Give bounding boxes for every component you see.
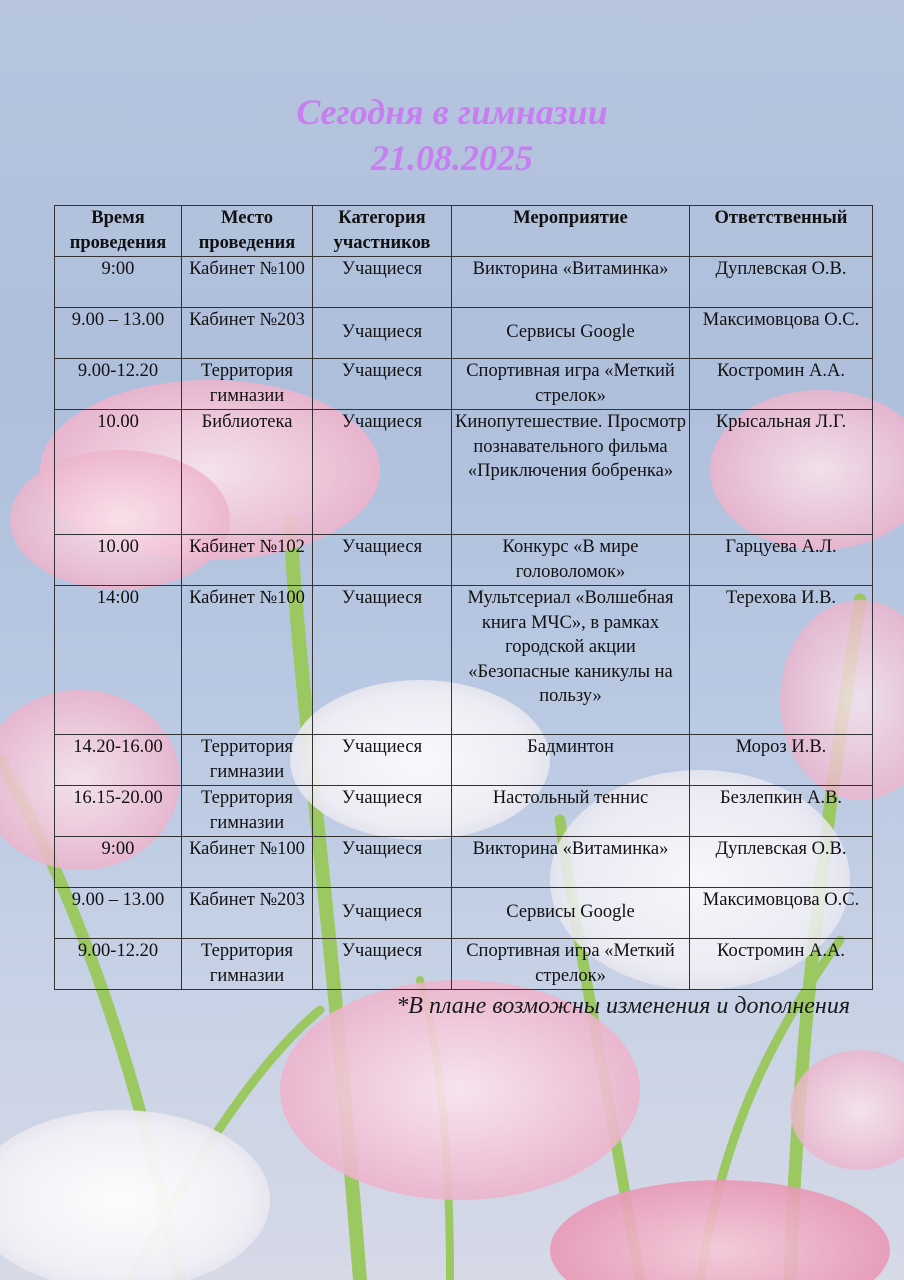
cell-category: Учащиеся [313,308,452,359]
cell-category: Учащиеся [313,359,452,410]
cell-event: Мультсериал «Волшебная книга МЧС», в рамках городской акции «Безопасные каникулы на пользу» [452,586,690,735]
cell-responsible: Безлепкин А.В. [690,786,873,837]
cell-place: Кабинет №100 [182,837,313,888]
column-header-category: Категория участников [313,206,452,257]
cell-time: 9.00-12.20 [55,359,182,410]
cell-category: Учащиеся [313,888,452,939]
table-row [55,359,873,410]
cell-category: Учащиеся [313,786,452,837]
cell-event: Викторина «Витаминка» [452,837,690,888]
cell-event: Сервисы Google [452,888,690,939]
cell-time: 16.15-20.00 [55,786,182,837]
table-row [55,586,873,735]
page-title: Сегодня в гимназии [296,92,608,132]
cell-event: Настольный теннис [452,786,690,837]
cell-time: 14.20-16.00 [55,735,182,786]
cell-responsible: Терехова И.В. [690,586,873,735]
cell-category: Учащиеся [313,735,452,786]
cell-place: Кабинет №102 [182,535,313,586]
cell-place: Библиотека [182,410,313,535]
cell-responsible: Максимовцова О.С. [690,888,873,939]
table-row [55,735,873,786]
table-row [55,308,873,359]
cell-time: 9.00 – 13.00 [55,308,182,359]
cell-place: Кабинет №203 [182,308,313,359]
cell-responsible: Дуплевская О.В. [690,257,873,308]
cell-category: Учащиеся [313,410,452,535]
column-header-place: Место проведения [182,206,313,257]
cell-time: 14:00 [55,586,182,735]
table-header-row [55,206,873,257]
footnote-changes: *В плане возможны изменения и дополнения [396,993,850,1019]
cell-time: 9:00 [55,837,182,888]
table-row [55,535,873,586]
cell-place: Территория гимназии [182,359,313,410]
cell-responsible: Костромин А.А. [690,359,873,410]
cell-responsible: Гарцуева А.Л. [690,535,873,586]
cell-responsible: Мороз И.В. [690,735,873,786]
cell-time: 10.00 [55,535,182,586]
cell-responsible: Дуплевская О.В. [690,837,873,888]
cell-time: 9.00 – 13.00 [55,888,182,939]
cell-category: Учащиеся [313,939,452,990]
cell-event: Викторина «Витаминка» [452,257,690,308]
column-header-responsible: Ответственный [690,206,873,257]
cell-event: Кинопутешествие. Просмотр познавательного фильма «Приключения бобренка» [452,410,690,535]
column-header-time: Время проведения [55,206,182,257]
cell-time: 10.00 [55,410,182,535]
table-row [55,837,873,888]
table-row [55,939,873,990]
column-header-event: Мероприятие [452,206,690,257]
cell-place: Территория гимназии [182,786,313,837]
cell-event: Сервисы Google [452,308,690,359]
cell-place: Территория гимназии [182,939,313,990]
cell-responsible: Костромин А.А. [690,939,873,990]
cell-event: Спортивная игра «Меткий стрелок» [452,359,690,410]
cell-event: Конкурс «В мире головоломок» [452,535,690,586]
cell-place: Кабинет №100 [182,586,313,735]
cell-category: Учащиеся [313,837,452,888]
cell-category: Учащиеся [313,586,452,735]
table-row [55,257,873,308]
cell-place: Кабинет №203 [182,888,313,939]
cell-event: Бадминтон [452,735,690,786]
cell-place: Кабинет №100 [182,257,313,308]
cell-category: Учащиеся [313,257,452,308]
table-row [55,410,873,535]
cell-category: Учащиеся [313,535,452,586]
page-date: 21.08.2025 [371,138,533,178]
table-row [55,888,873,939]
cell-place: Территория гимназии [182,735,313,786]
cell-responsible: Максимовцова О.С. [690,308,873,359]
cell-event: Спортивная игра «Меткий стрелок» [452,939,690,990]
cell-responsible: Крысальная Л.Г. [690,410,873,535]
schedule-table [54,205,873,990]
table-row [55,786,873,837]
cell-time: 9.00-12.20 [55,939,182,990]
cell-time: 9:00 [55,257,182,308]
